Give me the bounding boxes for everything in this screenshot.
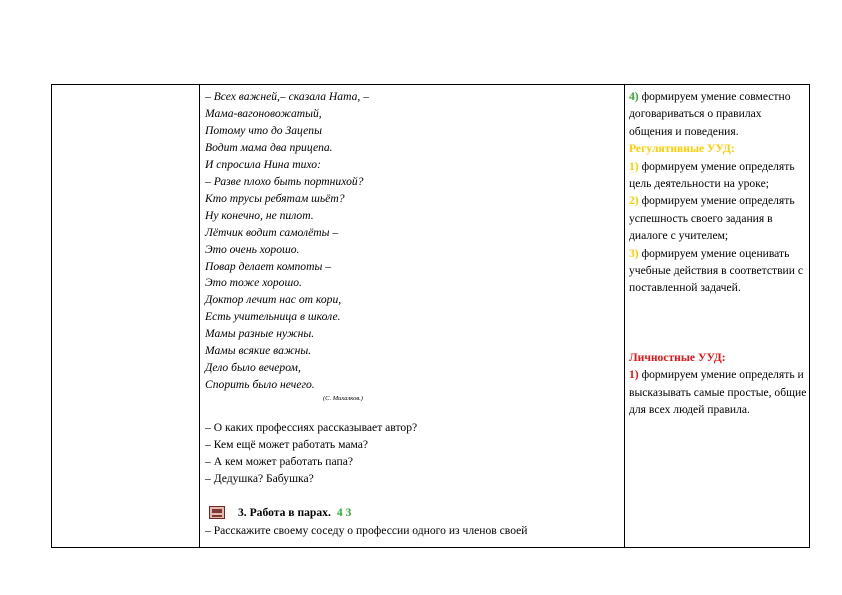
poem-line: И спросила Нина тихо: bbox=[205, 157, 321, 171]
column-divider-2 bbox=[624, 85, 625, 547]
pair-work-task: – Расскажите своему соседу о профессии одного из членов своей bbox=[205, 524, 528, 538]
pair-work-icon bbox=[209, 506, 225, 519]
uud-item-text: формируем умение определять успешность своего задания в диалоге с учителем; bbox=[629, 194, 795, 243]
poem-line: Лётчик водит самолёты – bbox=[205, 225, 339, 239]
uud-item-4 bbox=[629, 88, 807, 140]
regulative-uud-item-3 bbox=[629, 245, 807, 297]
poem-author: (С. Михалков.) bbox=[323, 395, 363, 403]
poem-line: Это тоже хорошо. bbox=[205, 276, 302, 290]
poem-line: – Всех важней,– сказала Ната, – bbox=[205, 90, 369, 103]
poem-line: Есть учительница в школе. bbox=[205, 310, 341, 324]
question-line: – А кем может работать папа? bbox=[205, 455, 353, 469]
lesson-table bbox=[51, 84, 810, 548]
uud-item-text: формируем умение оценивать учебные действия в соответствии с поставленной задачей. bbox=[629, 246, 804, 295]
lesson-content-column bbox=[205, 89, 621, 539]
uud-item-text: формируем умение определять цель деятельности на уроке; bbox=[629, 159, 795, 191]
poem-line: Мама-вагоновожатый, bbox=[205, 106, 322, 120]
poem-line: Мамы всякие важны. bbox=[205, 344, 312, 358]
uud-item-text: формируем умение совместно договариваться о правилах общения и поведения. bbox=[629, 90, 791, 138]
poem-line: Потому что до Зацепы bbox=[205, 123, 322, 137]
regulative-uud-item-1 bbox=[629, 158, 807, 193]
uud-column bbox=[629, 88, 807, 419]
regulative-uud-heading: Регулятивные УУД: bbox=[629, 142, 735, 156]
questions bbox=[205, 419, 621, 487]
pair-work-numbers: 4 3 bbox=[336, 505, 352, 519]
poem bbox=[205, 89, 621, 403]
poem-line: – Разве плохо быть портнихой? bbox=[205, 174, 364, 188]
poem-line: Мамы разные нужны. bbox=[205, 327, 315, 341]
pair-work-heading bbox=[205, 503, 621, 521]
uud-item-number: 1) bbox=[629, 368, 639, 382]
poem-line: Это очень хорошо. bbox=[205, 242, 300, 256]
question-line: – О каких профессиях рассказывает автор? bbox=[205, 421, 418, 435]
poem-line: Повар делает компоты – bbox=[205, 259, 331, 273]
personal-uud-heading: Личностные УУД: bbox=[629, 350, 726, 364]
regulative-uud-item-2 bbox=[629, 192, 807, 244]
poem-line: Спорить было нечего. bbox=[205, 378, 315, 392]
poem-line: Дело было вечером, bbox=[205, 361, 301, 375]
question-line: – Дедушка? Бабушка? bbox=[205, 472, 314, 486]
pair-work-title: 3. Работа в парах. bbox=[238, 505, 331, 519]
poem-line: Доктор лечит нас от кори, bbox=[205, 293, 342, 307]
uud-item-number: 4) bbox=[629, 90, 639, 103]
poem-line: Кто трусы ребятам шьёт? bbox=[205, 191, 345, 205]
question-line: – Кем ещё может работать мама? bbox=[205, 438, 369, 452]
poem-line: Водит мама два прицепа. bbox=[205, 140, 333, 154]
uud-item-text: формируем умение определять и высказывать самые простые, общие для всех людей правила. bbox=[629, 368, 807, 417]
personal-uud-item-1 bbox=[629, 366, 807, 418]
uud-item-number: 1) bbox=[629, 159, 639, 173]
uud-item-number: 2) bbox=[629, 194, 639, 208]
poem-line: Ну конечно, не пилот. bbox=[205, 208, 314, 222]
uud-item-number: 3) bbox=[629, 246, 639, 260]
column-divider-1 bbox=[199, 85, 200, 547]
